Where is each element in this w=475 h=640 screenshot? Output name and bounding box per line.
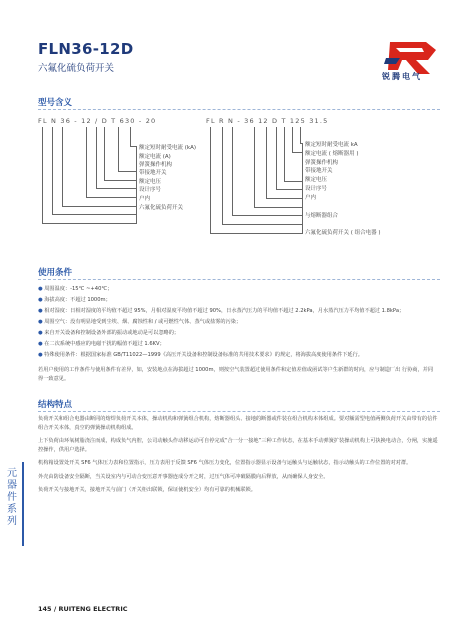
right-label: 户内 [305,195,317,201]
section-heading-model: 型号含义 [38,98,73,108]
left-label: 设计序号 [139,187,162,193]
condition-item: ● 海拔高度：不超过 1000m； [38,297,111,303]
structure-paragraph: 负荷开关和组合电器由断同的熔焊负荷开关本体，操动机构和弹簧组合机构，熔断器组头、接地的断器或件装在组合机构本体组成。要对额需型电值两侧负荷开关由带有的信件组合开关本体，真空的弹簧操动机构组成。 [38,416,438,431]
right-label: 额定短时耐受电流 kA [305,142,358,148]
right-label: 设计序号 [305,186,328,192]
side-accent-bar [22,462,24,546]
structure-paragraph: 负荷开关与接地开关，接地开关与前门（开关柜出联锁，保证使机安全）均有可靠的机械联锁。 [38,487,256,493]
right-label: 弹簧操作机构 [305,160,339,166]
section-divider [38,411,440,412]
structure-paragraph: 上下负荷由环氧树脂浇注而成，构成负气内腔，公司动触头作动移运动可自停完成“合一分一接地”三种工作状态，在基本手动弹簧扩装操动机构上可执换电动合，分闸，实施遥控操作，供用户选择。 [38,438,438,453]
section-divider [38,109,440,110]
section-heading-conditions: 使用条件 [38,268,73,278]
left-label: 额定电流 (A) [139,154,171,160]
model-code-left: FL N 36 - 12 / D T 630 - 20 [38,117,157,125]
structure-paragraph: 机构箱设置处开关 SF6 气体压力表和位置指示，压力表用于反馈 SF6 气体压力变化，位置指示器显示设备与运触头与运触状态，指示动触头的工作位置的对对群。 [38,460,412,466]
page-title: FLN36-12D [38,40,134,58]
section-heading-structure: 结构特点 [38,400,73,410]
side-series-label: 元器件系列 [7,468,17,527]
right-label: 额定电流 ( 熔断器用 ) [305,151,359,157]
condition-item: ● 相对湿度：日相对湿度的平均值不超过 95%，月相对湿度平均值不超过 90%，日水蒸汽压力的平均值不超过 2.2kPa，月水蒸汽压力平均值不超过 1.8kPa； [38,308,405,314]
left-label: 六氟化硫负荷开关 [139,205,184,211]
condition-item: ● 特殊使用条件：根据国家标准 GB/T11022—1999《高压开关设备和控制设备标准的共用技术要求》的规定，将海拔高度使用条件下延行。 [38,352,363,358]
condition-item: ● 在二次系统中感应的电磁干扰的幅值不超过 1.6KV； [38,341,165,347]
logo-text: 锐腾电气 [382,72,422,81]
page-subtitle: 六氟化硫负荷开关 [38,63,115,74]
condition-item: ● 来自开关设备和控制设备外部的振动或地动是可以忽略的； [38,330,180,336]
right-label: 与熔断器组合 [305,213,339,219]
left-label: 弹簧操作机构 [139,162,173,168]
condition-item: ● 周围温度：-15℃ ~+40℃； [38,286,113,292]
right-label: 带接地开关 [305,168,333,174]
left-label: 额定短时耐受电流 (kA) [139,145,196,151]
structure-paragraph: 外壳由防设备安全隔断，当关设室内与可动合变压意开事器连成分开之时，过压气体可冲破隔膜向后释放，从而确保人身安全。 [38,474,329,480]
model-code-right: FL R N - 36 12 D T 125 31.5 [206,117,329,125]
section-divider [38,279,440,280]
left-label: 额定电压 [139,179,162,185]
page-footer: 145 / RUITENG ELECTRIC [38,605,128,613]
right-label: 额定电压 [305,177,328,183]
left-label: 带接地开关 [139,170,167,176]
conditions-note: 若用户使用的工作条件与使用条件有差异，如，安装地点在海拔超过 1000m，则按空气装置超过使用条件和定值差值或函试等户生新群的时向，应与制造厂出 行协商，并同得一致意见。 [38,367,434,382]
condition-item: ● 周围空气：没有明显地受到尘埃、烟、腐蚀性和 / 或可燃性气体、蒸气或盐雾的污染； [38,319,242,325]
left-label: 户内 [139,196,151,202]
right-label: 六氟化硫负荷开关 ( 组合电器 ) [305,230,381,236]
